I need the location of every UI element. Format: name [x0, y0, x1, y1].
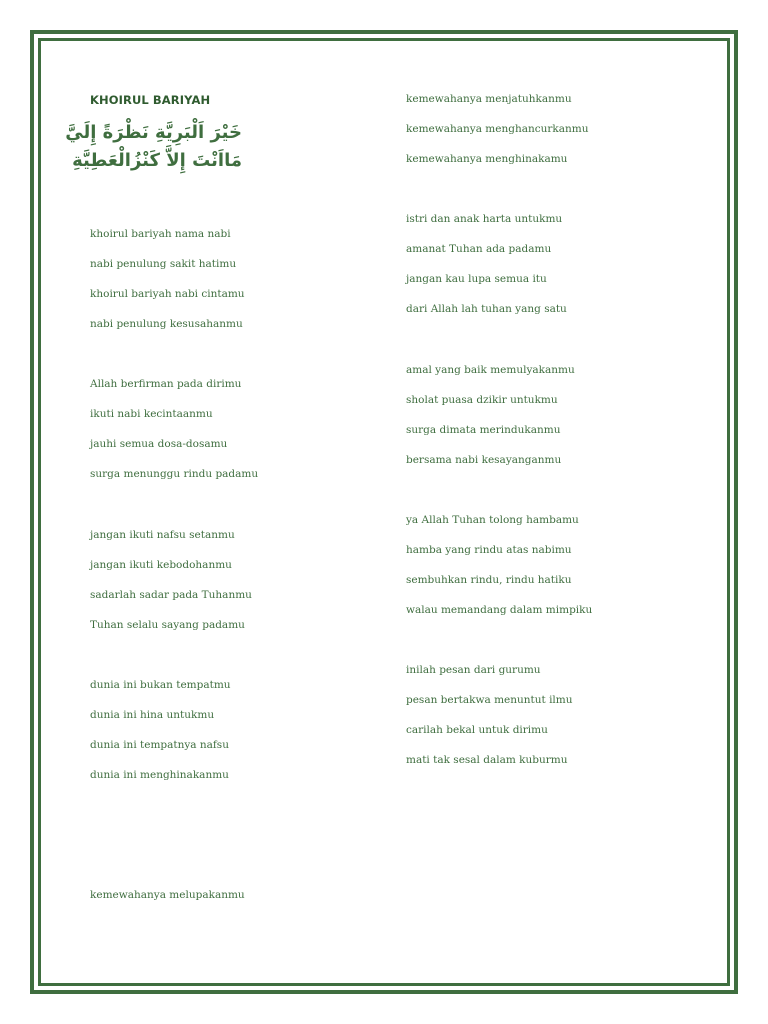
left-line: surga menunggu rindu padamu [90, 468, 259, 480]
right-line: hamba yang rindu atas nabimu [406, 544, 572, 556]
left-line: jangan ikuti nafsu setanmu [90, 529, 235, 541]
right-line: mati tak sesal dalam kuburmu [406, 754, 568, 766]
right-line: sembuhkan rindu, rindu hatiku [406, 574, 572, 586]
right-line: ya Allah Tuhan tolong hambamu [406, 514, 579, 526]
left-line: jauhi semua dosa-dosamu [90, 438, 228, 450]
left-line: khoirul bariyah nama nabi [90, 228, 231, 240]
right-line: carilah bekal untuk dirimu [406, 724, 548, 736]
arabic-verse-line-1: خَيْرَ اَلْبَرِيَّةِ نَظْرَةً إِلَيَّ [65, 122, 242, 143]
right-line: pesan bertakwa menuntut ilmu [406, 694, 573, 706]
left-line: Tuhan selalu sayang padamu [90, 619, 245, 631]
left-line: khoirul bariyah nabi cintamu [90, 288, 245, 300]
left-line: sadarlah sadar pada Tuhanmu [90, 589, 252, 601]
left-line: dunia ini hina untukmu [90, 709, 215, 721]
right-line: walau memandang dalam mimpiku [406, 604, 593, 616]
right-line: amal yang baik memulyakanmu [406, 364, 575, 376]
right-line: kemewahanya menjatuhkanmu [406, 93, 572, 105]
right-line: dari Allah lah tuhan yang satu [406, 303, 567, 315]
right-line: istri dan anak harta untukmu [406, 213, 563, 225]
left-line: nabi penulung sakit hatimu [90, 258, 237, 270]
right-line: kemewahanya menghinakamu [406, 153, 568, 165]
page-border-inner [38, 38, 730, 986]
right-line: amanat Tuhan ada padamu [406, 243, 552, 255]
left-line: nabi penulung kesusahanmu [90, 318, 243, 330]
left-line: dunia ini tempatnya nafsu [90, 739, 229, 751]
left-line: dunia ini menghinakanmu [90, 769, 229, 781]
left-line: dunia ini bukan tempatmu [90, 679, 231, 691]
left-line: jangan ikuti kebodohanmu [90, 559, 232, 571]
left-line: ikuti nabi kecintaanmu [90, 408, 213, 420]
poem-title: KHOIRUL BARIYAH [90, 93, 211, 107]
right-line: surga dimata merindukanmu [406, 424, 561, 436]
left-line: kemewahanya melupakanmu [90, 889, 245, 901]
right-line: kemewahanya menghancurkanmu [406, 123, 589, 135]
right-line: jangan kau lupa semua itu [406, 273, 547, 285]
arabic-verse-line-2: مَااَنْتَ إِلاَّ كَنْزُالْعَطِيَّةِ [72, 150, 242, 171]
right-line: bersama nabi kesayanganmu [406, 454, 562, 466]
right-line: inilah pesan dari gurumu [406, 664, 541, 676]
left-line: Allah berfirman pada dirimu [90, 378, 242, 390]
right-line: sholat puasa dzikir untukmu [406, 394, 558, 406]
